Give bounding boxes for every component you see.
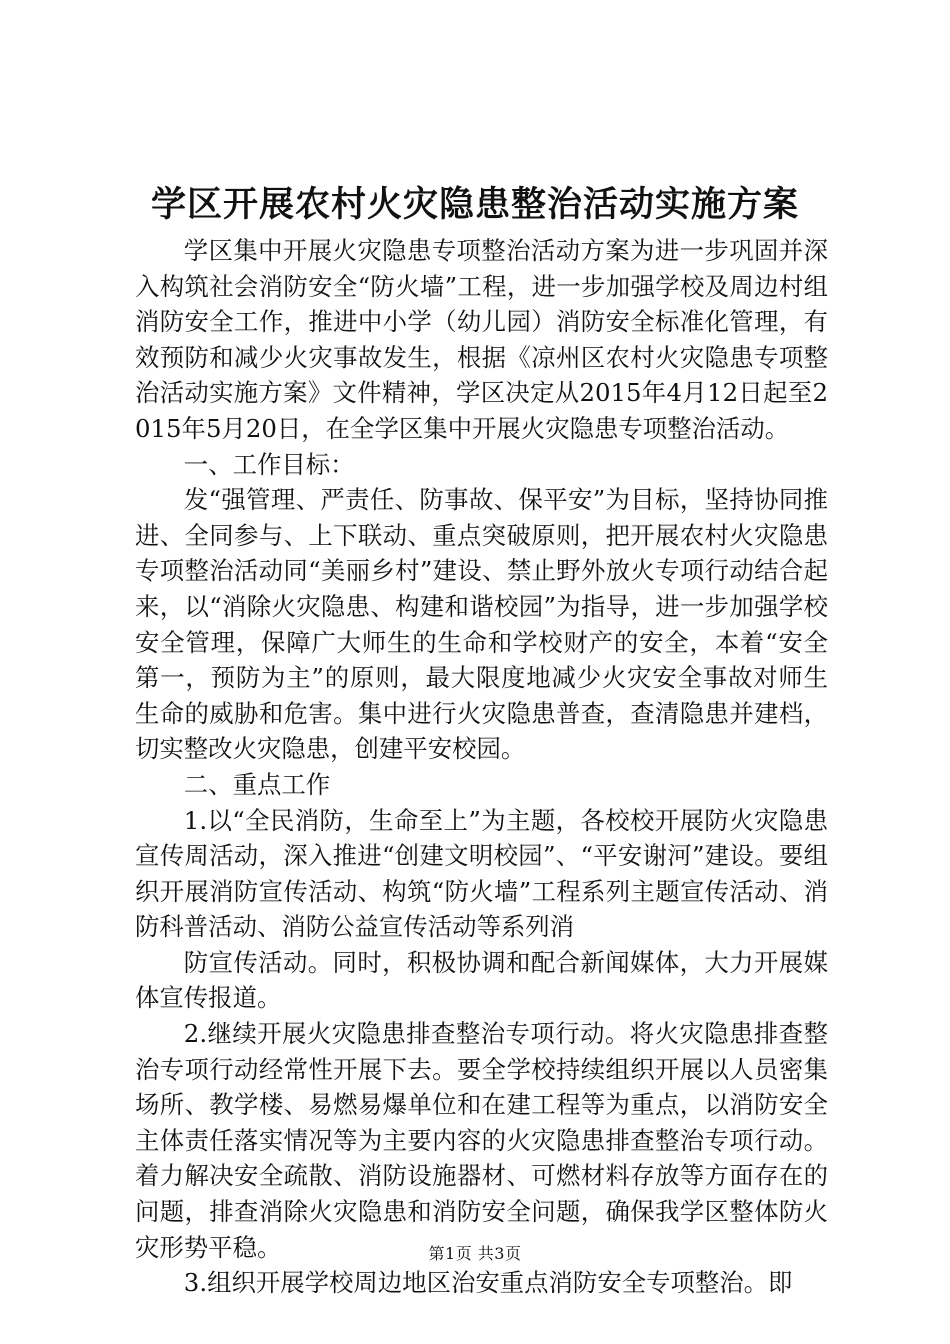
page-number-footer: 第1页 共3页 xyxy=(428,1244,522,1263)
section-heading-key-work: 二、重点工作 xyxy=(183,769,331,799)
document-title: 学区开展农村火灾隐患整治活动实施方案 xyxy=(150,184,799,225)
key-work-item-1: 1.以“全民消防，生命至上”为主题，各校校开展防火灾隐患宣传周活动，深入推进“创建文明校园”、“平安谢河”建设。要组织开展消防宣传活动、构筑“防火墙”工程系列主题宣传活动、消防科普活动、消防公益宣传活动等系列消 xyxy=(135,805,828,942)
key-work-item-1-continued: 防宣传活动。同时，积极协调和配合新闻媒体，大力开展媒体宣传报道。 xyxy=(135,947,828,1013)
key-work-item-3: 3.组织开展学校周边地区治安重点消防安全专项整治。即 xyxy=(183,1268,793,1298)
key-work-item-2: 2.继续开展火灾隐患排查整治专项行动。将火灾隐患排查整治专项行动经常性开展下去。要全学校持续组织开展以人员密集场所、教学楼、易燃易爆单位和在建工程等为重点，以消防安全主体责任落实情况等为主要内容的火灾隐患排查整治专项行动。着力解决安全疏散、消防设施器材、可燃材料存放等方面存在的问题，排查消除火灾隐患和消防安全问题，确保我学区整体防火灾形势平稳。 xyxy=(135,1019,828,1262)
section-heading-goals: 一、工作目标： xyxy=(183,449,355,479)
goals-paragraph: 发“强管理、严责任、防事故、保平安”为目标，坚持协同推进、全同参与、上下联动、重点突破原则，把开展农村火灾隐患专项整治活动同“美丽乡村”建设、禁止野外放火专项行动结合起来，以“消除火灾隐患、构建和谐校园”为指导，进一步加强学校安全管理，保障广大师生的生命和学校财产的安全，本着“安全第一，预防为主”的原则，最大限度地减少火灾安全事故对师生生命的威胁和危害。集中进行火灾隐患普查，查清隐患并建档，切实整改火灾隐患，创建平安校园。 xyxy=(135,485,828,764)
intro-paragraph: 学区集中开展火灾隐患专项整治活动方案为进一步巩固并深入构筑社会消防安全“防火墙”工程，进一步加强学校及周边村组消防安全工作，推进中小学（幼儿园）消防安全标准化管理，有效预防和减少火灾事故发生，根据《凉州区农村火灾隐患专项整治活动实施方案》文件精神，学区决定从2015年4月12日起至2015年5月20日，在全学区集中开展火灾隐患专项整治活动。 xyxy=(135,236,828,443)
document-body xyxy=(135,233,828,1301)
